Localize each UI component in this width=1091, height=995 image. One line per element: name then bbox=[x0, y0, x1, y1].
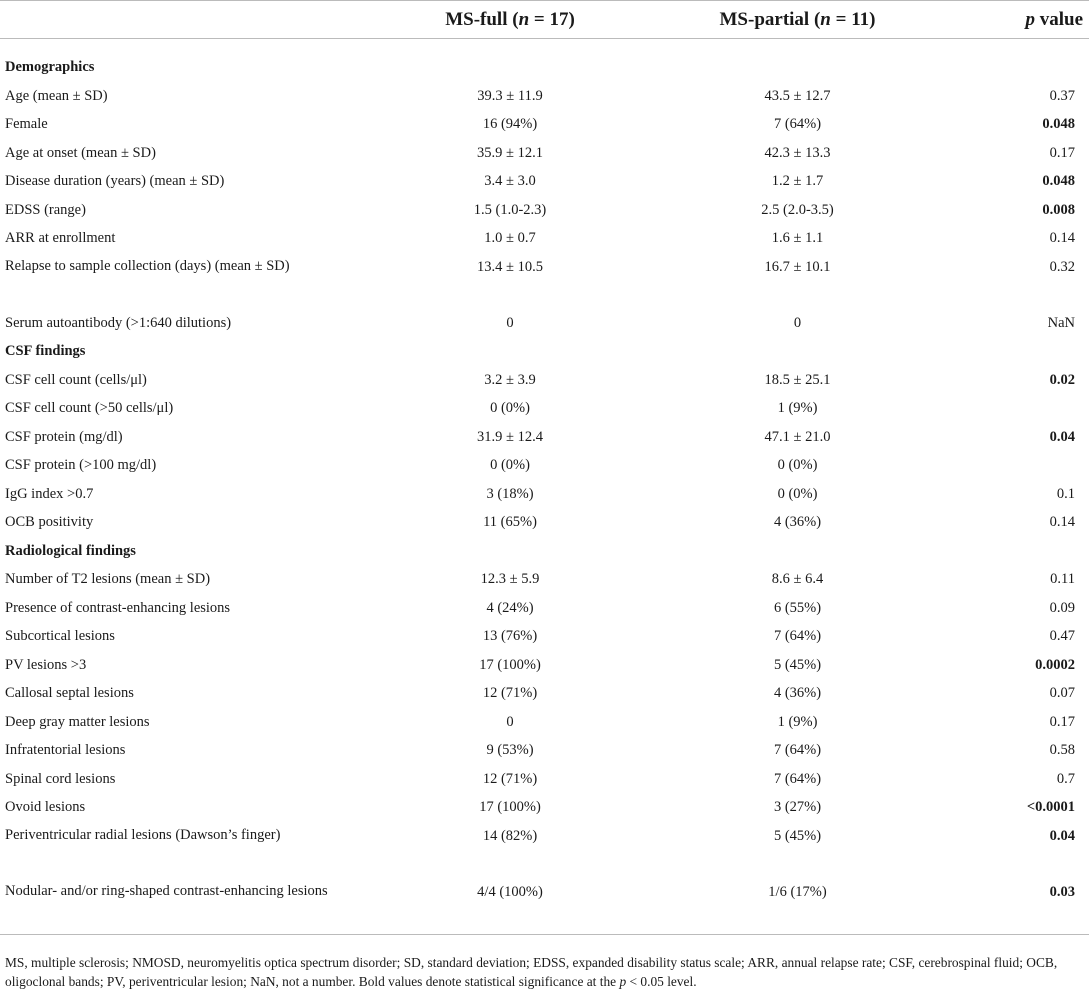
cell-ms-full: 17 (100%) bbox=[479, 656, 541, 673]
cell-p-value: 0.37 bbox=[1049, 87, 1075, 104]
table-row bbox=[0, 253, 1089, 309]
table-row bbox=[0, 708, 1089, 737]
row-label: OCB positivity bbox=[5, 514, 94, 530]
cell-p-value: 0.048 bbox=[1042, 116, 1075, 132]
cell-p-value: 0.048 bbox=[1042, 173, 1075, 189]
cell-p-value: 0.008 bbox=[1042, 201, 1075, 218]
cell-ms-partial: 18.5 ± 25.1 bbox=[764, 371, 831, 388]
section-radiological-findings bbox=[0, 537, 1089, 566]
table-row bbox=[0, 736, 1089, 765]
table-row bbox=[0, 224, 1089, 253]
cell-ms-full: 35.9 ± 12.1 bbox=[477, 144, 543, 161]
cell-ms-full: 0 (0%) bbox=[490, 400, 530, 416]
row-label: IgG index >0.7 bbox=[5, 485, 94, 502]
row-label: CSF cell count (>50 cells/μl) bbox=[5, 400, 174, 416]
table-row bbox=[0, 594, 1089, 623]
row-label: Deep gray matter lesions bbox=[5, 713, 150, 730]
row-label: CSF protein (mg/dl) bbox=[5, 428, 123, 445]
cell-ms-full: 3.4 ± 3.0 bbox=[484, 173, 536, 189]
cell-p-value: 0.7 bbox=[1056, 770, 1075, 787]
cell-ms-partial: 1 (9%) bbox=[777, 400, 818, 416]
row-label: Age at onset (mean ± SD) bbox=[5, 144, 156, 161]
cell-p-value: 0.14 bbox=[1049, 230, 1075, 246]
table-row bbox=[0, 480, 1089, 509]
section-title: Demographics bbox=[5, 59, 95, 75]
row-label: Ovoid lesions bbox=[5, 799, 86, 815]
cell-p-value: 0.02 bbox=[1049, 371, 1075, 388]
section-title: CSF findings bbox=[5, 343, 86, 359]
row-label: Spinal cord lesions bbox=[5, 770, 116, 787]
row-label: CSF protein (>100 mg/dl) bbox=[5, 457, 157, 473]
cell-ms-partial: 1.2 ± 1.7 bbox=[771, 173, 824, 189]
row-label: Nodular- and/or ring-shaped contrast-enhancing lesions bbox=[0, 878, 395, 935]
cell-ms-partial: 1 (9%) bbox=[777, 713, 818, 730]
section-title: Radiological findings bbox=[5, 542, 136, 559]
row-label: Number of T2 lesions (mean ± SD) bbox=[5, 571, 211, 587]
table-row bbox=[0, 765, 1089, 794]
footnote-p-symbol: p bbox=[619, 974, 627, 989]
cell-ms-partial: 6 (55%) bbox=[773, 599, 822, 616]
cell-p-value: 0.03 bbox=[970, 878, 1089, 935]
cell-ms-partial: 47.1 ± 21.0 bbox=[764, 428, 831, 445]
cell-p-value: NaN bbox=[1047, 314, 1075, 331]
cell-ms-partial: 2.5 (2.0-3.5) bbox=[761, 201, 834, 218]
row-label: Presence of contrast-enhancing lesions bbox=[5, 599, 231, 616]
cell-ms-partial: 5 (45%) bbox=[773, 827, 822, 844]
row-label: Infratentorial lesions bbox=[5, 742, 126, 758]
table-row bbox=[0, 508, 1089, 537]
row-label: EDSS (range) bbox=[5, 201, 86, 218]
row-label: Serum autoantibody (>1:640 dilutions) bbox=[5, 314, 232, 331]
cell-ms-full: 0 bbox=[506, 713, 514, 730]
cell-ms-full: 31.9 ± 12.4 bbox=[477, 428, 543, 445]
section-csf-findings bbox=[0, 337, 1089, 366]
cell-ms-partial: 8.6 ± 6.4 bbox=[771, 571, 824, 587]
cell-ms-partial: 1.6 ± 1.1 bbox=[771, 230, 824, 246]
row-label: Disease duration (years) (mean ± SD) bbox=[5, 173, 225, 189]
table-row bbox=[0, 167, 1089, 196]
cell-p-value: 0.17 bbox=[1049, 713, 1075, 730]
cell-ms-full: 13.4 ± 10.5 bbox=[477, 258, 543, 275]
cell-ms-full: 1.5 (1.0-2.3) bbox=[473, 201, 547, 218]
cell-p-value: 0.1 bbox=[1056, 485, 1075, 502]
cell-p-value: 0.04 bbox=[1049, 827, 1075, 844]
row-label: Relapse to sample collection (days) (mean ± SD) bbox=[5, 257, 290, 274]
table-row bbox=[0, 822, 1089, 878]
section-demographics bbox=[0, 53, 1089, 82]
cell-ms-full: 9 (53%) bbox=[486, 742, 534, 758]
cell-p-value: 0.17 bbox=[1049, 144, 1075, 161]
cell-ms-full: 12 (71%) bbox=[482, 685, 538, 701]
table-footnote bbox=[5, 953, 1087, 991]
cell-ms-partial: 4 (36%) bbox=[773, 685, 822, 701]
header-ms-full: MS-full (n = 17) bbox=[395, 1, 625, 39]
table-row bbox=[0, 878, 1089, 935]
table-row bbox=[0, 651, 1089, 680]
cell-ms-full: 13 (76%) bbox=[482, 628, 538, 644]
cell-ms-partial: 43.5 ± 12.7 bbox=[764, 87, 831, 104]
cell-ms-partial: 16.7 ± 10.1 bbox=[764, 258, 831, 275]
cell-ms-partial: 0 (0%) bbox=[777, 485, 818, 502]
cell-ms-partial: 7 (64%) bbox=[773, 742, 822, 758]
table-header-row bbox=[0, 1, 1089, 39]
header-variable bbox=[0, 1, 395, 39]
cell-ms-partial: 0 bbox=[793, 314, 802, 331]
table-row bbox=[0, 309, 1089, 338]
cell-ms-full: 3.2 ± 3.9 bbox=[484, 371, 536, 388]
cell-ms-full: 4/4 (100%) bbox=[395, 878, 625, 935]
table-row bbox=[0, 366, 1089, 395]
table-row bbox=[0, 423, 1089, 452]
table-row bbox=[0, 82, 1089, 111]
cell-p-value: 0.07 bbox=[1049, 685, 1075, 701]
table-row bbox=[0, 679, 1089, 708]
cell-p-value: 0.47 bbox=[1049, 628, 1075, 644]
cell-ms-full: 0 (0%) bbox=[490, 457, 530, 473]
table-row bbox=[0, 451, 1089, 480]
cell-ms-full: 1.0 ± 0.7 bbox=[484, 230, 536, 246]
cell-ms-full: 0 bbox=[506, 314, 514, 331]
cell-ms-full: 16 (94%) bbox=[482, 116, 538, 132]
cell-p-value: 0.11 bbox=[1050, 571, 1075, 587]
table-row bbox=[0, 139, 1089, 168]
table-row bbox=[0, 793, 1089, 822]
row-label: PV lesions >3 bbox=[5, 656, 87, 673]
row-label: Age (mean ± SD) bbox=[5, 87, 108, 104]
cell-ms-full: 14 (82%) bbox=[482, 827, 538, 844]
header-p-value: p value bbox=[970, 1, 1089, 39]
cell-p-value: 0.04 bbox=[1049, 428, 1075, 445]
row-label: Periventricular radial lesions (Dawson’s finger) bbox=[5, 826, 281, 843]
cell-p-value: 0.58 bbox=[1049, 742, 1075, 758]
cell-ms-partial: 3 (27%) bbox=[773, 799, 822, 815]
cell-ms-full: 12 (71%) bbox=[482, 770, 538, 787]
header-ms-partial: MS-partial (n = 11) bbox=[625, 1, 970, 39]
cell-p-value: <0.0001 bbox=[1026, 799, 1075, 815]
cell-ms-partial: 7 (64%) bbox=[773, 116, 822, 132]
row-label: ARR at enrollment bbox=[5, 230, 116, 246]
cell-p-value: 0.32 bbox=[1049, 258, 1075, 275]
row-label: Subcortical lesions bbox=[5, 628, 115, 644]
row-label: Female bbox=[5, 116, 48, 132]
table-row bbox=[0, 394, 1089, 423]
cell-p-value bbox=[970, 451, 1089, 480]
cell-ms-partial: 1/6 (17%) bbox=[625, 878, 970, 935]
cell-ms-partial: 4 (36%) bbox=[773, 514, 822, 530]
footnote-tail: < 0.05 level. bbox=[626, 974, 697, 989]
cell-ms-full: 11 (65%) bbox=[483, 514, 537, 530]
cell-p-value bbox=[970, 394, 1089, 423]
cell-ms-full: 3 (18%) bbox=[486, 485, 534, 502]
cell-ms-full: 12.3 ± 5.9 bbox=[480, 571, 540, 587]
table-row bbox=[0, 565, 1089, 594]
cell-ms-partial: 7 (64%) bbox=[773, 628, 822, 644]
cell-p-value: 0.0002 bbox=[1035, 656, 1075, 673]
cell-ms-full: 17 (100%) bbox=[479, 799, 541, 815]
cell-ms-partial: 7 (64%) bbox=[773, 770, 822, 787]
cell-p-value: 0.09 bbox=[1049, 599, 1075, 616]
cell-ms-partial: 5 (45%) bbox=[773, 656, 822, 673]
table-row bbox=[0, 110, 1089, 139]
row-label: CSF cell count (cells/μl) bbox=[5, 371, 147, 388]
cell-ms-partial: 42.3 ± 13.3 bbox=[764, 144, 831, 161]
cell-ms-full: 39.3 ± 11.9 bbox=[477, 87, 543, 104]
cell-ms-full: 4 (24%) bbox=[486, 599, 534, 616]
cell-ms-partial: 0 (0%) bbox=[777, 457, 818, 473]
table-row bbox=[0, 196, 1089, 225]
table-row bbox=[0, 622, 1089, 651]
cell-p-value: 0.14 bbox=[1049, 514, 1075, 530]
footnote-text: MS, multiple sclerosis; NMOSD, neuromyelitis optica spectrum disorder; SD, standard deviation; EDSS, expanded disability status scale; ARR, annual relapse rate; CSF, cerebrospinal fluid; OCB, oligoclonal bands; PV, periventricular lesion; NaN, not a number. Bold values denote statistical significance at the bbox=[5, 955, 1058, 989]
row-label: Callosal septal lesions bbox=[5, 685, 134, 701]
